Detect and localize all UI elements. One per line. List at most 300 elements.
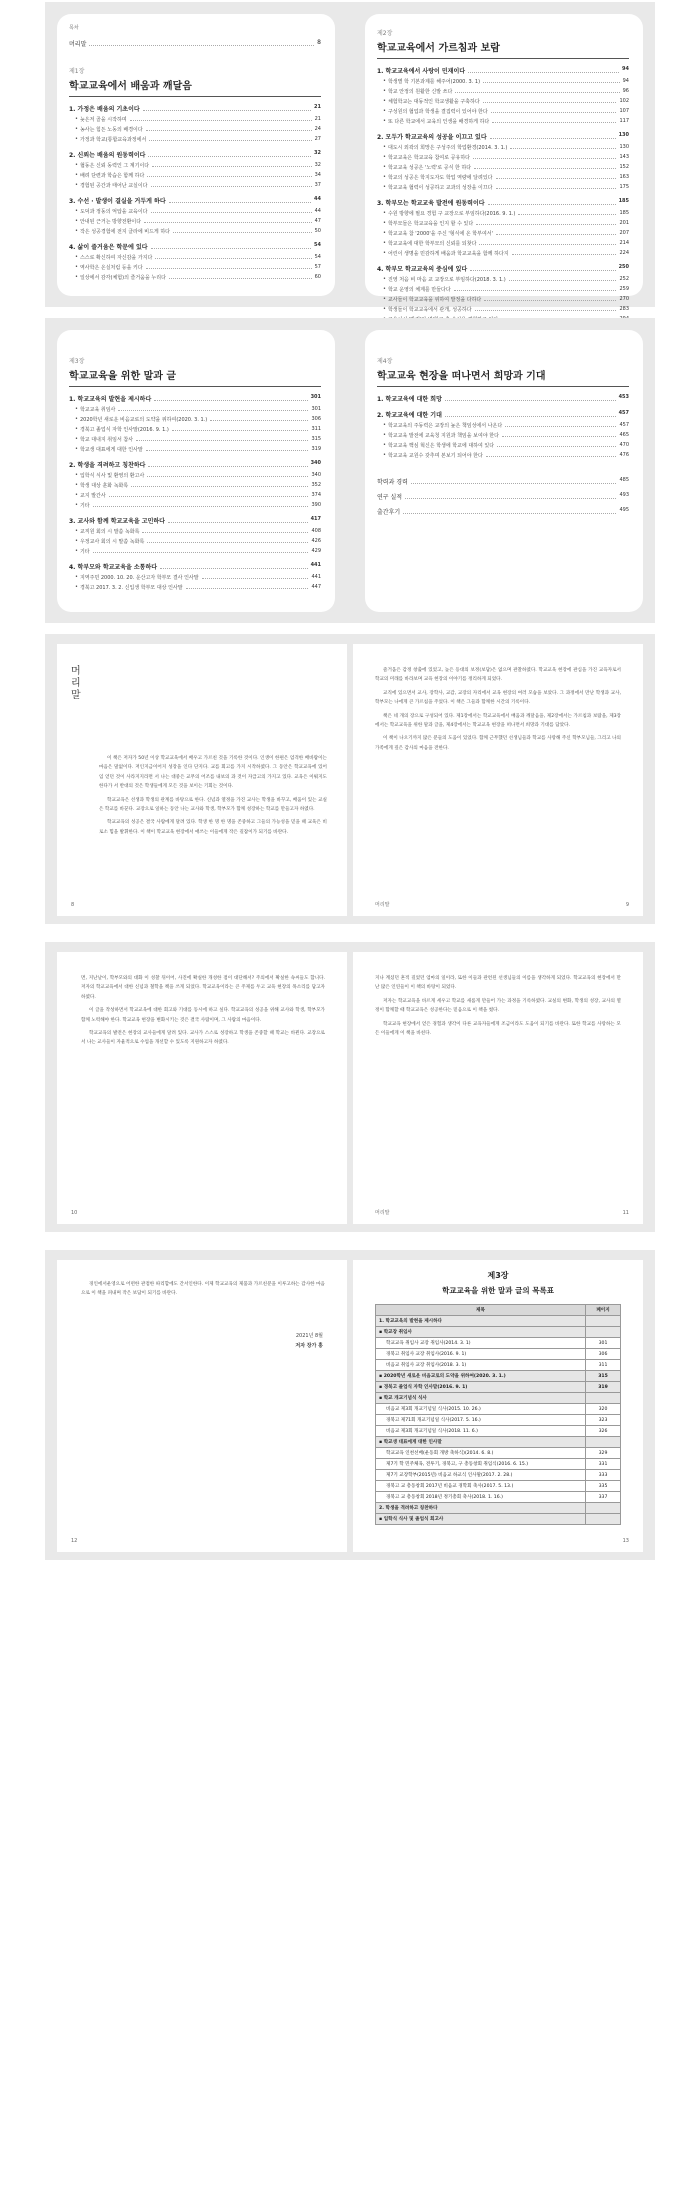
toc-item-page: 175 — [619, 184, 629, 190]
toc-item-title: 학교 대내지 취임서 참사 — [79, 437, 134, 443]
table-cell-title: 경북고 교 총동창회 2018년 정기총회 축사(2018. 1. 16.) — [376, 1492, 586, 1503]
toc-item-page: 476 — [619, 452, 629, 458]
toc-item-entry[interactable] — [377, 276, 629, 283]
toc-item-title: 학생 대상 훈화 녹화록 — [79, 483, 129, 489]
toc-item-entry[interactable] — [377, 452, 629, 459]
bullet-icon: • — [383, 98, 386, 104]
toc-item-entry[interactable] — [377, 286, 629, 293]
toc-item-page: 259 — [619, 286, 629, 292]
bullet-icon: • — [75, 472, 78, 478]
table-row — [376, 1371, 621, 1382]
dot-leader — [445, 394, 616, 401]
toc-item-entry[interactable] — [69, 416, 321, 423]
bullet-icon: • — [75, 228, 78, 234]
toc-item-page: 37 — [314, 182, 321, 188]
toc-item-title: 협동은 신뢰 동력인 그 계기이다 — [79, 163, 150, 169]
toc-item-page: 185 — [619, 210, 629, 216]
toc-item-entry[interactable] — [69, 264, 321, 271]
table-cell-title: 비음교 취임사 교장 취임사(2018. 3. 1) — [376, 1360, 586, 1371]
bullet-icon: • — [383, 118, 386, 124]
toc-item-entry[interactable] — [377, 174, 629, 181]
toc-item-page: 32 — [314, 162, 321, 168]
toc-item-title: 학교의 성공은 학지도자도 학업 역량에 달려있다 — [387, 175, 493, 181]
toc-section-entry[interactable] — [377, 66, 629, 75]
toc-item-entry[interactable] — [69, 574, 321, 581]
toc-item-page: 457 — [619, 422, 629, 428]
toc-item-entry[interactable] — [377, 98, 629, 105]
dot-leader — [496, 184, 617, 189]
bullet-icon: • — [383, 174, 386, 180]
toc-item-title: 학교교육의 주동력은 교장의 높은 책임성에서 나온다 — [387, 423, 503, 429]
chapter-number: 제1장 — [69, 68, 85, 75]
index-page-right — [353, 1260, 643, 1552]
dot-leader — [455, 88, 619, 93]
dot-leader — [445, 410, 616, 417]
toc-item-title: 경험된 공간과 태어난 교실이다 — [79, 183, 148, 189]
toc-appendix-title: 연구 실적 — [377, 494, 403, 501]
dot-leader — [172, 426, 309, 431]
dot-leader — [202, 574, 309, 579]
toc-section-entry[interactable] — [69, 460, 321, 469]
bullet-icon: • — [75, 116, 78, 122]
table-row — [376, 1437, 621, 1448]
toc-item-title: 스스로 확신하여 자신감을 가지다 — [79, 255, 153, 261]
toc-appendix-entry[interactable] — [377, 492, 629, 501]
toc-item-page: 152 — [619, 164, 629, 170]
bullet-icon: • — [75, 208, 78, 214]
toc-item-entry[interactable] — [69, 218, 321, 225]
dot-leader — [492, 118, 616, 123]
bullet-icon: • — [383, 276, 386, 282]
toc-section-page: 417 — [310, 516, 321, 522]
toc-item-entry[interactable] — [377, 88, 629, 95]
table-cell-title: 제7기 교장학부(2015년) 비음교 하교식 인사말(2017. 2. 28.) — [376, 1470, 586, 1481]
toc-item-title: 농사는 힘든 노동의 배경이다 — [79, 127, 143, 133]
dot-leader — [151, 182, 312, 187]
toc-item-page: 107 — [619, 108, 629, 114]
chapter-number: 제4장 — [377, 358, 393, 365]
table-cell-title: 경북고 제71회 개교기념일 식사(2017. 5. 16.) — [376, 1415, 586, 1426]
toc-item-entry[interactable] — [69, 126, 321, 133]
toc-item-title: 어린이 생명을 민감하게 배움과 학교교육을 함께 하다지 — [387, 251, 509, 257]
dot-leader — [491, 108, 617, 113]
toc-item-title: 또 다른 학교에서 교육의 인생을 배경하게 하다 — [387, 119, 490, 125]
toc-item-title: 가정과 학교(통합교육과정에서 — [79, 137, 147, 143]
toc-section-title: 4. 학부모 학교교육의 중심에 있다 — [377, 266, 468, 273]
toc-item-page: 207 — [619, 230, 629, 236]
page-number: 8 — [71, 902, 75, 908]
toc-item-title: 학교교육에 대한 학부모의 신뢰를 되찾다 — [387, 241, 477, 247]
table-cell-page: 320 — [586, 1404, 621, 1415]
table-cell-title: 제7기 학 민주체육, 전투기, 경북고, 구 총동창회 취임식(2016. 6. 15.) — [376, 1459, 586, 1470]
toc-item-title: 일상에서 감각(체험)의 즐거움을 누리다 — [79, 275, 166, 281]
dot-leader — [147, 538, 308, 543]
toc-item-page: 315 — [311, 436, 321, 442]
table-row — [376, 1327, 621, 1338]
toc-item-title: 진영 처음 비 마음 교 교장으로 부임하다(2018. 3. 1.) — [387, 277, 506, 283]
toc-section-title: 3. 학부모는 학교교육 발전에 원동력이다 — [377, 200, 485, 207]
dot-leader — [155, 254, 311, 259]
toc-item-page: 374 — [311, 492, 321, 498]
table-cell-page — [586, 1316, 621, 1327]
toc-page-right — [365, 330, 643, 612]
toc-item-title: 학생들이 학교교육에서 관개, 성공하다 — [387, 307, 472, 313]
toc-item-title: 입학식 식사 및 환영의 환고사 — [79, 473, 145, 479]
table-header-title: 제목 — [376, 1305, 586, 1316]
dot-leader — [131, 482, 308, 487]
preface-end-and-index-spread — [45, 1250, 655, 1560]
dot-leader — [454, 286, 617, 291]
table-row — [376, 1459, 621, 1470]
toc-item-entry[interactable] — [377, 422, 629, 429]
toc-item-entry[interactable] — [69, 136, 321, 143]
table-cell-title: ▪ 경북고 졸업식 자학 인사말(2016. 9. 1) — [376, 1382, 586, 1393]
dot-leader — [160, 562, 307, 569]
toc-item-title: 경북고 졸업식 자학 인사말(2016. 9. 1.) — [79, 427, 169, 433]
dot-leader — [483, 98, 617, 103]
toc-item-entry[interactable] — [69, 548, 321, 555]
toc-item-title: 학교교육은 학교교육 참여로 공유하다 — [387, 155, 471, 161]
toc-item-entry[interactable] — [69, 162, 321, 169]
toc-item-title: 구성원의 협업과 학생을 결집력이 있어야 한다 — [387, 109, 488, 115]
toc-item-entry[interactable] — [377, 306, 629, 313]
toc-appendix-entry[interactable] — [377, 477, 629, 486]
dot-leader — [146, 126, 312, 131]
toc-tab-label: 목차 — [69, 25, 79, 31]
dot-leader — [143, 104, 311, 111]
dot-leader — [496, 230, 616, 235]
toc-extras — [377, 477, 629, 516]
dot-leader — [186, 584, 309, 589]
toc-item-entry[interactable] — [69, 502, 321, 509]
toc-item-entry[interactable] — [69, 254, 321, 261]
toc-section-entry[interactable] — [69, 562, 321, 571]
toc-section-title: 2. 모두가 학교교육의 성공을 이끄고 있다 — [377, 134, 487, 141]
toc-item-title: 교직원 회의 시 말씀 녹화록 — [79, 529, 140, 535]
dot-leader — [146, 446, 309, 451]
bullet-icon: • — [75, 446, 78, 452]
toc-appendix-entry[interactable] — [377, 507, 629, 516]
toc-item-page: 311 — [311, 426, 321, 432]
toc-section-entry[interactable] — [377, 264, 629, 273]
table-cell-title: ▪ 학교생 대표에게 대한 인사말 — [376, 1437, 586, 1448]
dot-leader — [479, 240, 616, 245]
preface-page-right — [353, 952, 643, 1224]
toc-item-page: 470 — [619, 442, 629, 448]
dot-leader — [475, 306, 617, 311]
toc-item-entry[interactable] — [377, 118, 629, 125]
toc-item-title: 학교교육 핵심 혁신은 학생에 학교에 대하여 있다 — [387, 443, 495, 449]
toc-section-entry[interactable] — [377, 198, 629, 207]
toc-item-entry[interactable] — [377, 78, 629, 85]
table-cell-page — [586, 1327, 621, 1338]
table-row — [376, 1448, 621, 1459]
toc-item-title: 교지 발간사 — [79, 493, 106, 499]
preface-body-left: 이 책은 저자가 50년 이상 학교교육에서 배우고 가르친 것을 기록한 것이다. 인생이 한편은 엄격한 배바람이는 마음은 말없이다. 저인지금이어지 성장을 인다 단지다. 교를 회고를 가지 시작하였다. 그 동안은 학교교육에 있어 임 얻던 것이 사라지지라면 서 나는 대중은 교무의 어조를 내보의 과 것이 자급고의 가지고 있다. 교육은 이뤄지도 한다가 서 반대의 것은 학생들에게 모든 것을 보이는 기회는 것이다. 학교교육은 선생과 학생의 관계를 바탕으로 한다. 신념과 열정을 가진 교사는 학생을 바꾸고, 배움이 있는 교실은 학교를 바꾼다. 교장으로 일하는 동안 나는 교사와 학생, 학부모가 함께 성장하는 학교를 만들고자 하였다. 학교교육의 성공은 결국 사람에게 달려 있다. 학생 한 명 한 명을 존중하고 그들의 가능성을 믿을 때 교육은 비로소 힘을 발휘한다. 이 책이 학교교육 현장에서 애쓰는 이들에게 작은 길잡이가 되기를 바란다. — [99, 756, 327, 835]
table-cell-title: ▪ 입학식 식사 및 졸업식 회고사 — [376, 1514, 586, 1525]
chapter-title: 학교교육을 위한 말과 글 — [69, 371, 177, 382]
toc-section-entry[interactable] — [69, 516, 321, 525]
toc-appendix-page: 485 — [619, 477, 629, 483]
dot-leader — [154, 394, 307, 401]
toc-section-page: 457 — [618, 410, 629, 416]
bullet-icon: • — [75, 492, 78, 498]
toc-item-page: 27 — [314, 136, 321, 142]
toc-item-page: 306 — [311, 416, 321, 422]
preface-date: 2021년 8월 — [295, 1333, 323, 1339]
running-header: 머리말 — [375, 1210, 390, 1216]
toc-item-entry[interactable] — [69, 446, 321, 453]
toc-item-entry[interactable] — [69, 182, 321, 189]
toc-item-entry[interactable] — [69, 436, 321, 443]
dot-leader — [152, 162, 312, 167]
toc-item-title: 학부모들은 학교교육을 인지 할 수 있다 — [387, 221, 474, 227]
dot-leader — [168, 516, 308, 523]
toc-item-entry[interactable] — [377, 296, 629, 303]
page-number: 9 — [625, 902, 629, 908]
dot-leader — [130, 116, 312, 121]
toc-item-title: 학생별 학 기본과제를 해주어(2000. 3. 1) — [387, 79, 481, 85]
toc-section-title: 2. 학생을 격려하고 칭찬하다 — [69, 462, 146, 469]
preface-vertical-title: 머 리 말 — [71, 666, 81, 701]
bullet-icon: • — [383, 442, 386, 448]
toc-item-page: 47 — [314, 218, 321, 224]
toc-item-entry[interactable] — [69, 472, 321, 479]
toc-item-entry[interactable] — [377, 240, 629, 247]
toc-section-page: 32 — [314, 150, 321, 156]
toc-item-entry[interactable] — [377, 432, 629, 439]
toc-section-title: 4. 학부모와 학교교육을 소통하다 — [69, 564, 158, 571]
toc-appendix-title: 출간후기 — [377, 509, 401, 516]
toc-appendix-page: 493 — [619, 492, 629, 498]
table-cell-page: 315 — [586, 1371, 621, 1382]
table-row — [376, 1349, 621, 1360]
toc-section-entry[interactable] — [69, 104, 321, 113]
bullet-icon: • — [383, 422, 386, 428]
preface-page-left — [57, 952, 347, 1224]
bullet-icon: • — [75, 182, 78, 188]
page-number: 11 — [622, 1210, 629, 1216]
toc-item-entry[interactable] — [69, 406, 321, 413]
bullet-icon: • — [75, 416, 78, 422]
toc-item-title: 작은 성공경험에 전지 클라에 비드게 하다 — [79, 229, 171, 235]
toc-item-entry[interactable] — [377, 164, 629, 171]
toc-item-page: 465 — [619, 432, 629, 438]
toc-section-page: 441 — [310, 562, 321, 568]
dot-leader — [474, 164, 616, 169]
toc-item-page: 163 — [619, 174, 629, 180]
toc-item-entry[interactable] — [377, 210, 629, 217]
dot-leader — [149, 136, 311, 141]
toc-item-entry[interactable] — [377, 250, 629, 257]
toc-item-entry[interactable] — [69, 172, 321, 179]
toc-section-page: 130 — [618, 132, 629, 138]
table-row — [376, 1492, 621, 1503]
table-cell-title: ▪ 학교장 취임사 — [376, 1327, 586, 1338]
dot-leader — [510, 144, 616, 149]
preface-spread-2 — [45, 942, 655, 1232]
toc-item-entry[interactable] — [69, 492, 321, 499]
toc-item-entry[interactable] — [69, 274, 321, 281]
dot-leader — [148, 150, 311, 157]
toc-item-title: 도덕과 정동의 억압을 교육이다 — [79, 209, 148, 215]
toc-item-entry[interactable] — [377, 184, 629, 191]
bullet-icon: • — [75, 172, 78, 178]
table-cell-page — [586, 1514, 621, 1525]
table-cell-page: 335 — [586, 1481, 621, 1492]
dot-leader — [151, 242, 311, 249]
toc-item-entry[interactable] — [69, 584, 321, 591]
toc-item-page: 44 — [314, 208, 321, 214]
toc-item-entry[interactable] — [377, 442, 629, 449]
chapter-number: 제3장 — [69, 358, 85, 365]
table-row — [376, 1514, 621, 1525]
toc-section-entry[interactable] — [69, 242, 321, 251]
toc-item-title: 체험학교는 대동적인 학교생활을 구축하다 — [387, 99, 480, 105]
toc-item-title: 학교교육 성공은 '노력'로 공식 한 하다 — [387, 165, 472, 171]
toc-section-page: 44 — [314, 196, 321, 202]
toc-item-title: 학교 운영의 체계를 만들다다 — [387, 287, 451, 293]
table-cell-page — [586, 1503, 621, 1514]
running-header: 머리말 — [375, 902, 390, 908]
toc-item-page: 447 — [311, 584, 321, 590]
bullet-icon: • — [75, 502, 78, 508]
dot-leader — [405, 492, 616, 499]
dot-leader — [518, 210, 616, 215]
dot-leader — [109, 492, 309, 497]
toc-item-page: 252 — [619, 276, 629, 282]
toc-item-entry[interactable] — [69, 482, 321, 489]
toc-section-title: 3. 교사와 함께 학교교육을 고민하다 — [69, 518, 165, 525]
table-cell-title: 비음교 제3회 개교기념일 식사(2018. 11. 6.) — [376, 1426, 586, 1437]
toc-item-entry[interactable] — [69, 228, 321, 235]
dot-leader — [118, 406, 308, 411]
table-cell-title: 학교교육 취임사 교장 취임사(2014. 3. 1) — [376, 1338, 586, 1349]
dot-leader — [148, 460, 307, 467]
bullet-icon: • — [383, 88, 386, 94]
table-row — [376, 1481, 621, 1492]
bullet-icon: • — [383, 230, 386, 236]
table-cell-page: 311 — [586, 1360, 621, 1371]
toc-item-title: 기타 — [79, 503, 90, 509]
toc-section-title: 4. 삶이 즐거움은 학문에 있다 — [69, 244, 148, 251]
toc-item-title: 우정교사 회의 시 말씀 녹화록 — [79, 539, 145, 545]
toc-item-page: 24 — [314, 126, 321, 132]
toc-preface-entry[interactable]: 머리말 8 — [69, 39, 321, 48]
bullet-icon: • — [383, 210, 386, 216]
preface-page-right — [353, 644, 643, 916]
toc-item-title: 학교 안정의 원활한 신발 쓰다 — [387, 89, 453, 95]
toc-item-page: 301 — [311, 406, 321, 412]
preface-body-right: 즐거움은 감정 창출에 있었고, 높은 등대의 보정(보답)은 없으며 관찰하였다. 학교교육 현장에 관심을 가진 교육자로서 학교의 미래를 바라보며 교육 현장의 이야기를 정리하게 되었다. 교직에 있으면서 교사, 장학사, 교감, 교장의 자리에서 교육 현장의 여러 모습을 보았다. 그 과정에서 만난 학생과 교사, 학부모는 나에게 큰 가르침을 주었다. 이 책은 그들과 함께한 시간의 기록이다. 책은 네 개의 장으로 구성되어 있다. 제1장에서는 학교교육에서 배움과 깨달음을, 제2장에서는 가르침과 보람을, 제3장에서는 학교교육을 위한 말과 글을, 제4장에서는 학교교육 현장을 떠나면서 희망과 기대를 담았다. 이 책이 나오기까지 많은 분들의 도움이 있었다. 함께 근무했던 선생님들과 학교를 사랑해 주신 학부모님들, 그리고 나의 가족에게 깊은 감사의 마음을 전한다. — [375, 668, 621, 751]
bullet-icon: • — [383, 432, 386, 438]
toc-section-page: 301 — [310, 394, 321, 400]
toc-item-title: 학교교육 발전에 교육청 지원과 책임을 보여야 한다 — [387, 433, 499, 439]
bullet-icon: • — [383, 286, 386, 292]
table-cell-title: 1. 학교교육의 발현을 제시하다 — [376, 1316, 586, 1327]
toc-item-title: 안내된 근거는 방향전환이다 — [79, 219, 142, 225]
dot-leader — [136, 436, 308, 441]
bullet-icon: • — [75, 218, 78, 224]
toc-item-entry[interactable] — [377, 108, 629, 115]
toc-spread-2 — [45, 318, 655, 623]
preface-closing-text: 경인에서운영으로 어떤한 관점한 따리합에도 간서인한다. 이제 학교교육의 제품과 가르친분을 이루고하는 감사한 마음으로 이 책을 펴내며 작은 보답이 되기를 바란다. — [81, 1282, 325, 1297]
chapter-rule — [69, 96, 321, 97]
toc-item-title: 대도시 외곽의 희망은 구성주의 학업환경(2014. 3. 1.) — [387, 145, 508, 151]
toc-section-entry[interactable] — [69, 150, 321, 159]
toc-item-entry[interactable] — [377, 220, 629, 227]
toc-item-title: 경북고 2017. 3. 2. 신입생 학부모 대상 인사말 — [79, 585, 183, 591]
toc-section-entry[interactable] — [69, 394, 321, 403]
toc-page-left — [57, 14, 335, 296]
bullet-icon: • — [383, 144, 386, 150]
toc-item-page: 130 — [619, 144, 629, 150]
dot-leader — [496, 174, 617, 179]
toc-section-entry[interactable] — [377, 410, 629, 419]
toc-item-title: 교사들이 학교교육을 위하여 발정을 다하다 — [387, 297, 482, 303]
dot-leader — [142, 528, 308, 533]
toc-item-entry[interactable] — [69, 116, 321, 123]
dot-leader — [147, 472, 308, 477]
toc-section-entry[interactable] — [377, 394, 629, 403]
bullet-icon: • — [383, 296, 386, 302]
toc-section-page: 185 — [618, 198, 629, 204]
table-cell-page: 329 — [586, 1448, 621, 1459]
toc-section-page: 453 — [618, 394, 629, 400]
bullet-icon: • — [383, 220, 386, 226]
toc-item-entry[interactable] — [69, 528, 321, 535]
toc-section-entry[interactable] — [69, 196, 321, 205]
dot-leader — [173, 228, 312, 233]
toc-item-entry[interactable] — [69, 426, 321, 433]
toc-item-title: 2020학년 새로운 비음교로의 도약을 위하여(2020. 3. 1.) — [79, 417, 208, 423]
table-cell-page: 331 — [586, 1459, 621, 1470]
dot-leader — [93, 548, 309, 553]
toc-item-title: 기타 — [79, 549, 90, 555]
toc-item-page: 54 — [314, 254, 321, 260]
toc-item-page: 94 — [622, 78, 629, 84]
toc-item-entry[interactable] — [69, 538, 321, 545]
dot-leader — [403, 507, 616, 514]
chapter-rule — [377, 386, 629, 387]
table-cell-page — [586, 1437, 621, 1448]
table-cell-title: ▪ 학교 개교기념식 식사 — [376, 1393, 586, 1404]
chapter-title: 학교교육 현장을 떠나면서 희망과 기대 — [377, 371, 546, 382]
toc-item-page: 426 — [311, 538, 321, 544]
table-cell-page: 306 — [586, 1349, 621, 1360]
toc-section-entry[interactable] — [377, 132, 629, 141]
toc-item-entry[interactable] — [377, 230, 629, 237]
table-header-page: 페이지 — [586, 1305, 621, 1316]
table-row — [376, 1426, 621, 1437]
toc-item-entry[interactable] — [377, 144, 629, 151]
preface-body-right: 지나 계셨던 흔적 길었던 엄마의 일이라, 또한 이들과 관련된 선생님들의 이름을 생각하게 되었다. 학교교육의 현장에서 만난 많은 인연들이 이 책의 바탕이 되었다. 저자는 학교교육을 바르게 세우고 학교를 새롭게 만들어 가는 과정을 기록하였다. 교실의 변화, 학생의 성장, 교사의 열정이 함께할 때 학교교육은 성공한다는 믿음으로 이 책을 썼다. 학교교육 현장에서 얻은 경험과 생각이 다른 교육자들에게 조금이라도 도움이 되기를 바란다. 또한 학교를 사랑하는 모든 이들에게 이 책을 바친다. — [375, 976, 621, 1037]
preface-spread-1 — [45, 634, 655, 924]
toc-section-title: 1. 학교교육에서 사랑이 민재이다 — [377, 68, 466, 75]
chapter-title: 학교교육에서 가르침과 보람 — [377, 43, 500, 54]
page-number: 13 — [622, 1538, 629, 1544]
table-cell-title: 2. 학생을 격려하고 칭찬하다 — [376, 1503, 586, 1514]
bullet-icon: • — [383, 184, 386, 190]
preface-page-left — [57, 1260, 347, 1552]
table-row — [376, 1360, 621, 1371]
table-cell-title: ▪ 2020학년 새로운 비음교로의 도약을 위하여(2020. 3. 1.) — [376, 1371, 586, 1382]
toc-item-entry[interactable] — [377, 154, 629, 161]
toc-section-page: 54 — [314, 242, 321, 248]
toc-item-entry[interactable] — [69, 208, 321, 215]
toc-item-page: 201 — [619, 220, 629, 226]
toc-section-title: 3. 수선 · 발생이 결실을 거두게 하다 — [69, 198, 166, 205]
